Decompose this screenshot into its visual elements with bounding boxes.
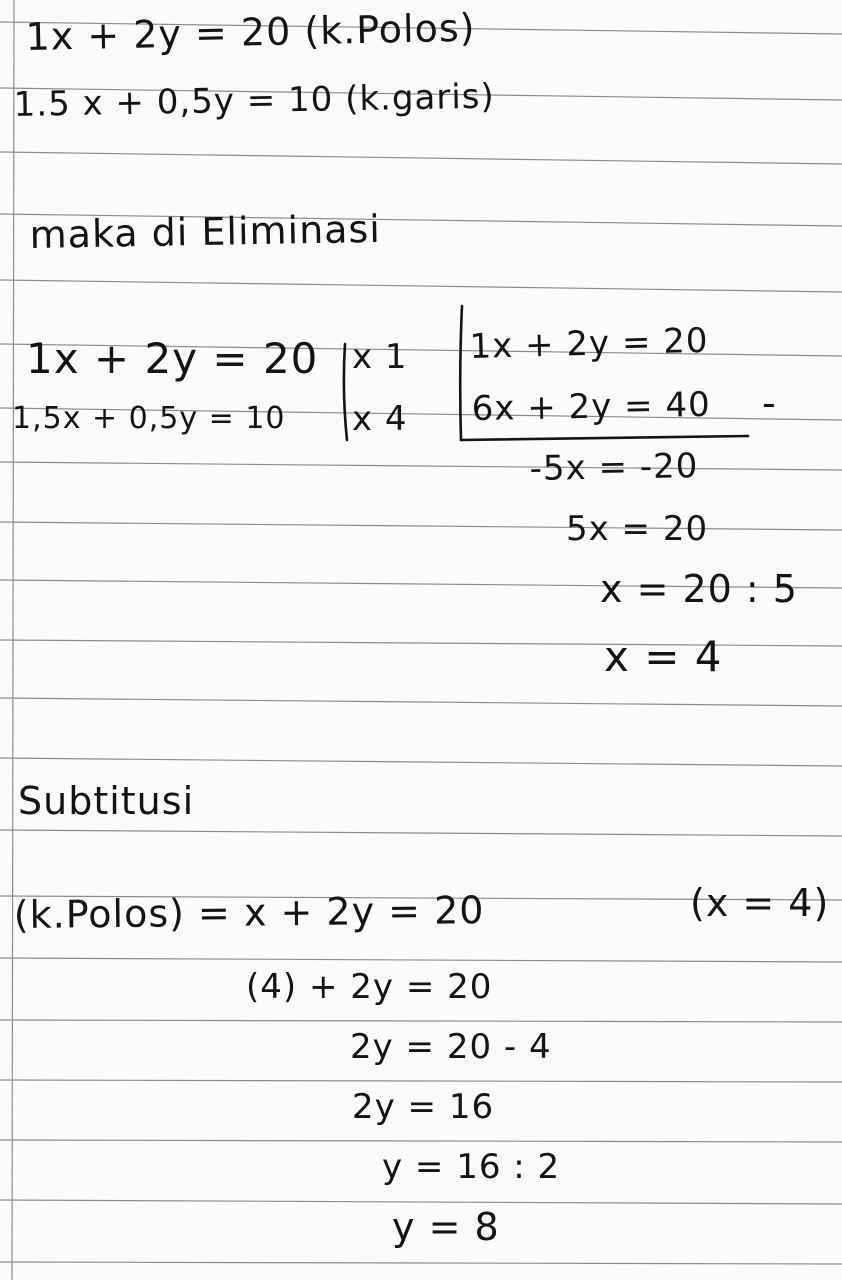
left-equation-2: 1,5x + 0,5y = 10 [12, 401, 286, 436]
given-value: (x = 4) [690, 881, 830, 925]
multiplier-1: x 1 [352, 337, 408, 377]
left-equation-1: 1x + 2y = 20 [26, 334, 319, 383]
elimination-step-1: -5x = -20 [529, 446, 699, 489]
elimination-step-2: 5x = 20 [566, 509, 709, 549]
right-equation-1: 1x + 2y = 20 [469, 320, 709, 367]
substitution-step-1: (4) + 2y = 20 [246, 967, 493, 1007]
substitution-heading: Subtitusi [18, 779, 195, 823]
substitution-step-5: y = 8 [392, 1205, 500, 1249]
elimination-heading: maka di Eliminasi [29, 206, 382, 257]
multiplier-2: x 4 [352, 399, 408, 439]
substitution-step-2: 2y = 20 - 4 [350, 1027, 552, 1067]
right-equation-2: 6x + 2y = 40 [471, 384, 712, 429]
elimination-step-3: x = 20 : 5 [600, 567, 798, 611]
subtraction-sign: - [762, 381, 777, 425]
substitution-line-1: (k.Polos) = x + 2y = 20 [13, 888, 485, 937]
equation-2: 1.5 x + 0,5y = 10 (k.garis) [13, 76, 496, 125]
substitution-step-3: 2y = 16 [352, 1087, 495, 1127]
substitution-step-4: y = 16 : 2 [382, 1147, 561, 1187]
elimination-step-4: x = 4 [604, 632, 723, 681]
equation-1: 1x + 2y = 20 (k.Polos) [25, 5, 476, 59]
